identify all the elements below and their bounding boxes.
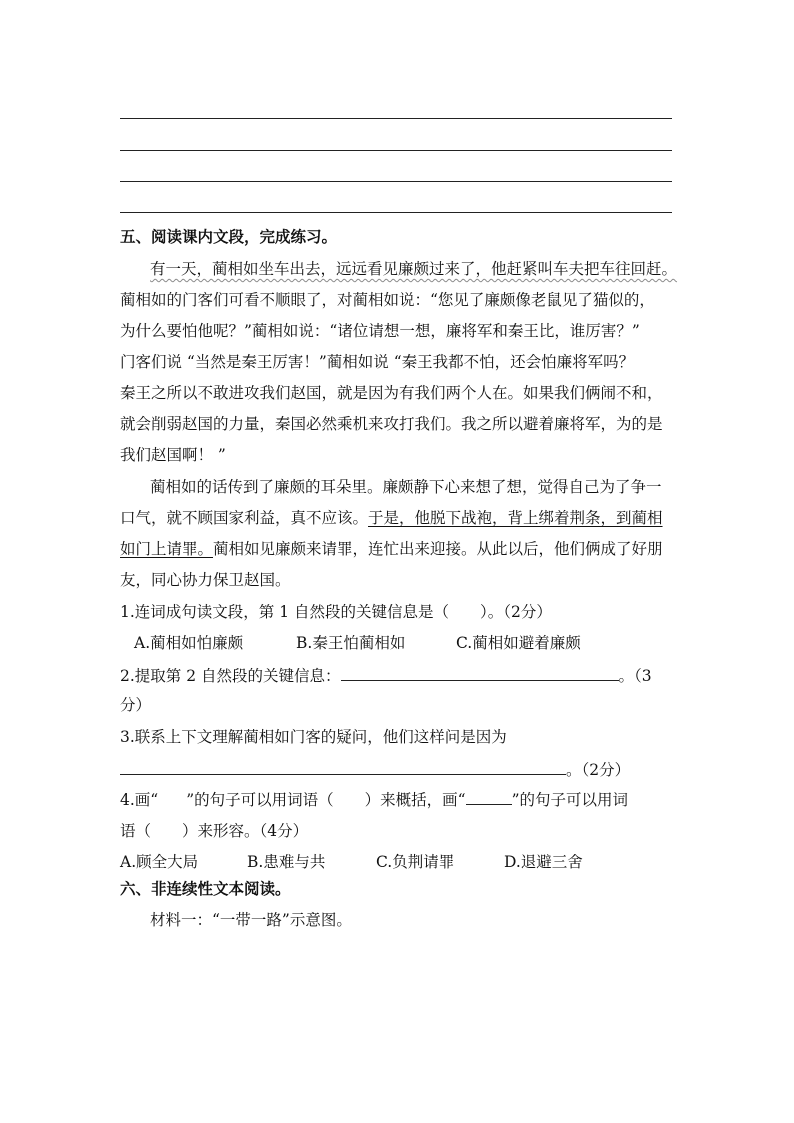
question-2	[120, 664, 680, 686]
question-4-text: ”的句子可以用词	[511, 791, 629, 809]
q4-option-d: D.退避三舍	[504, 853, 583, 871]
answer-blank[interactable]	[341, 664, 619, 681]
passage-line	[120, 539, 680, 559]
question-3-answer-line	[120, 758, 680, 780]
question-4	[120, 790, 680, 810]
question-2-prompt: 2.提取第 2 自然段的关键信息：	[120, 667, 341, 685]
wavy-line-sample	[158, 795, 186, 805]
q1-option-b: B.秦王怕蔺相如	[296, 634, 406, 652]
passage-line: 我们赵国啊！ ”	[120, 446, 226, 464]
wavy-underlined-sentence: 有一天，蔺相如坐车出去，远远看见廉颇过来了，他赶紧叫车夫把车往回赶。	[150, 260, 678, 278]
question-4-text: ”的句子可以用词语（ ）来概括，画“	[186, 791, 466, 809]
material-1-label: 材料一：“一带一路”示意图。	[150, 911, 352, 929]
question-2-score-cont: 分）	[120, 696, 152, 714]
q1-option-a: A.蔺相如怕廉颇	[134, 634, 244, 652]
q4-option-c: C.负荆请罪	[376, 853, 455, 871]
passage-line	[120, 508, 680, 528]
answer-line	[120, 118, 672, 119]
answer-line	[120, 150, 672, 151]
passage-line: 就会削弱赵国的力量，秦国必然乘机来攻打我们。我之所以避着廉将军，为的是	[120, 415, 663, 433]
passage-line: 秦王之所以不敢进攻我们赵国，就是因为有我们两个人在。如果我们俩闹不和，	[120, 384, 663, 402]
question-4-text: 4.画“	[120, 791, 159, 809]
question-3-score: 。（2分）	[566, 761, 631, 779]
q1-option-c: C.蔺相如避着廉颇	[456, 634, 581, 652]
passage-line: 为什么要怕他呢？”蔺相如说：“诸位请想一想，廉将军和秦王比，谁厉害？”	[120, 322, 640, 340]
passage-line: 友，同心协力保卫赵国。	[120, 571, 291, 589]
question-2-score: 。（3	[618, 667, 652, 685]
section-5-heading: 五、阅读课内文段，完成练习。	[120, 227, 338, 246]
passage-line: 蔺相如的话传到了廉颇的耳朵里。廉颇静下心来想了想，觉得自己为了争一	[150, 478, 662, 496]
section-6-heading: 六、非连续性文本阅读。	[120, 879, 291, 898]
straight-line-sample	[466, 790, 512, 805]
answer-blank[interactable]	[120, 758, 566, 775]
underlined-sentence: 如门上请罪。	[120, 540, 214, 558]
answer-line	[120, 181, 672, 182]
question-4-cont: 语（ ）来形容。（4分）	[120, 822, 309, 840]
q4-option-b: B.患难与共	[247, 853, 326, 871]
passage-line: 蔺相如的门客们可看不顺眼了，对蔺相如说：“您见了廉颇像老鼠见了猫似的，	[120, 291, 655, 309]
passage-text: 口气，就不顾国家利益，真不应该。	[120, 509, 369, 527]
passage-text: 蔺相如见廉颇来请罪，连忙出来迎接。从此以后，他们俩成了好朋	[213, 540, 663, 558]
question-3-prompt: 3.联系上下文理解蔺相如门客的疑问，他们这样问是因为	[120, 728, 507, 746]
underlined-sentence: 于是，他脱下战袍，背上绑着荆条，到蔺相	[368, 509, 663, 527]
answer-line	[120, 212, 672, 213]
passage-line: 门客们说 “当然是秦王厉害！”蔺相如说 “秦王我都不怕，还会怕廉将军吗？	[120, 353, 635, 371]
question-1: 1.连词成句读文段，第 1 自然段的关键信息是（ ）。（2分）	[120, 603, 552, 621]
passage-line	[150, 259, 710, 279]
q4-option-a: A.顾全大局	[120, 853, 199, 871]
